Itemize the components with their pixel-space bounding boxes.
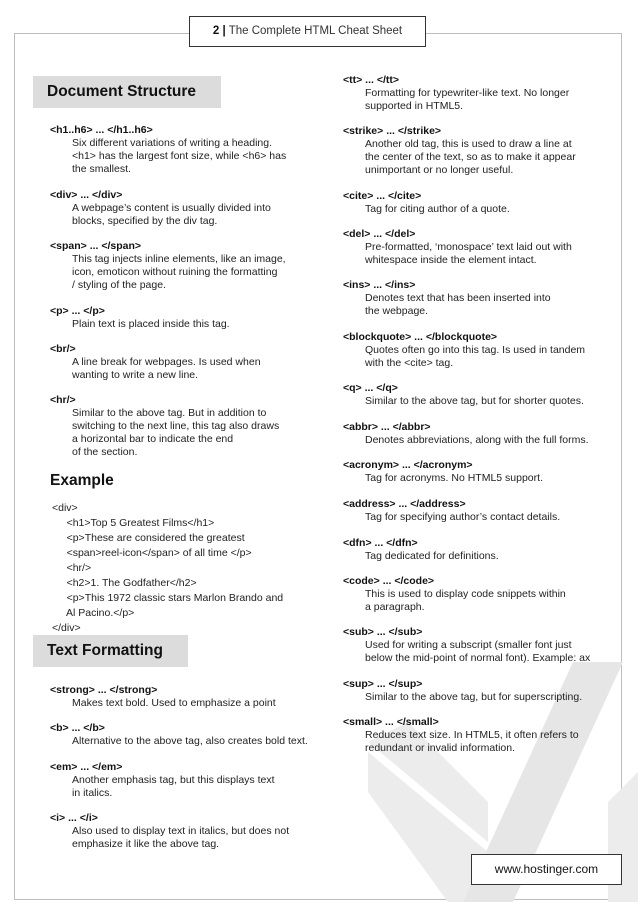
entry-br xyxy=(50,343,261,382)
entry-p xyxy=(50,305,230,331)
example-code-block: <div> <h1>Top 5 Greatest Films</h1> <p>These are considered the greatest <span>reel-icon</span> of all time </p> <hr/> <h2>1. The Godfather</h2> <p>This 1972 classic stars Marlon Brando and Al Pacino.</p> </div> xyxy=(52,502,284,634)
entry-desc: Pre-formatted, ‘monospace’ text laid out with whitespace inside the element intact. xyxy=(365,241,572,266)
entry-desc: Plain text is placed inside this tag. xyxy=(72,318,230,330)
entry-strong xyxy=(50,684,276,710)
entry-tag: <acronym> ... </acronym> xyxy=(343,459,473,471)
entry-desc: Reduces text size. In HTML5, it often refers to redundant or invalid information. xyxy=(365,729,579,754)
entry-desc: Similar to the above tag. But in addition to switching to the next line, this tag also draws a horizontal bar to indicate the end of the section. xyxy=(72,407,280,458)
entry-q xyxy=(343,382,584,408)
entry-desc: Denotes text that has been inserted into the webpage. xyxy=(365,292,551,317)
entry-small xyxy=(343,716,579,755)
entry-tag: <sub> ... </sub> xyxy=(343,626,423,638)
section-heading-example: Example xyxy=(50,472,114,489)
entry-code xyxy=(343,575,566,614)
entry-desc: A webpage’s content is usually divided into blocks, specified by the div tag. xyxy=(72,202,271,227)
entry-desc: Six different variations of writing a heading. <h1> has the largest font size, while <h6> has the smallest. xyxy=(72,137,287,175)
entry-tag: <strong> ... </strong> xyxy=(50,684,158,696)
entry-div xyxy=(50,189,271,228)
entry-tag: <strike> ... </strike> xyxy=(343,125,442,137)
entry-desc: A line break for webpages. Is used when wanting to write a new line. xyxy=(72,356,261,381)
entry-sup xyxy=(343,678,582,704)
entry-tag: <tt> ... </tt> xyxy=(343,74,400,86)
entry-tag: <h1..h6> ... </h1..h6> xyxy=(50,124,153,136)
entry-tag: <i> ... </i> xyxy=(50,812,98,824)
entry-tag: <ins> ... </ins> xyxy=(343,279,416,291)
entry-desc: This is used to display code snippets within a paragraph. xyxy=(365,588,566,613)
entry-tag: <dfn> ... </dfn> xyxy=(343,537,418,549)
entry-i xyxy=(50,812,289,851)
entry-desc: Makes text bold. Used to emphasize a point xyxy=(72,697,276,709)
entry-tag: <del> ... </del> xyxy=(343,228,416,240)
entry-desc: Denotes abbreviations, along with the full forms. xyxy=(365,434,589,446)
entry-tag: <sup> ... </sup> xyxy=(343,678,423,690)
entry-desc: Quotes often go into this tag. Is used in tandem with the <cite> tag. xyxy=(365,344,586,369)
entry-tag: <q> ... </q> xyxy=(343,382,398,394)
entry-desc: Another old tag, this is used to draw a line at the center of the text, so as to make it appear unimportant or no longer useful. xyxy=(365,138,576,176)
entry-tag: <p> ... </p> xyxy=(50,305,105,317)
entry-desc: Tag dedicated for definitions. xyxy=(365,550,499,562)
entry-span xyxy=(50,240,286,292)
entry-tag: <address> ... </address> xyxy=(343,498,466,510)
entry-strike xyxy=(343,125,576,177)
entry-sub xyxy=(343,626,590,665)
entry-tag: <code> ... </code> xyxy=(343,575,435,587)
entry-desc: Similar to the above tag, but for shorter quotes. xyxy=(365,395,584,407)
entry-tag: <em> ... </em> xyxy=(50,761,123,773)
entry-blockquote xyxy=(343,331,585,370)
entry-desc: Tag for citing author of a quote. xyxy=(365,203,510,215)
entry-h1-h6 xyxy=(50,124,286,176)
entry-tag: <small> ... </small> xyxy=(343,716,439,728)
entry-desc: Used for writing a subscript (smaller font just below the mid-point of normal font). Example: ax xyxy=(365,639,591,664)
entry-desc: Similar to the above tag, but for superscripting. xyxy=(365,691,583,703)
entry-cite xyxy=(343,190,510,216)
entry-tag: <span> ... </span> xyxy=(50,240,142,252)
entry-desc: Formatting for typewriter-like text. No longer supported in HTML5. xyxy=(365,87,570,112)
entry-dfn xyxy=(343,537,499,563)
entry-abbr xyxy=(343,421,589,447)
entry-desc: Tag for acronyms. No HTML5 support. xyxy=(365,472,543,484)
entry-em xyxy=(50,761,275,800)
entry-desc: Also used to display text in italics, but does not emphasize it like the above tag. xyxy=(72,825,290,850)
entry-tag: <cite> ... </cite> xyxy=(343,190,422,202)
entry-ins xyxy=(343,279,551,318)
entry-del xyxy=(343,228,572,267)
entry-acronym xyxy=(343,459,543,485)
entry-tag: <b> ... </b> xyxy=(50,722,105,734)
section-heading-text-formatting: Text Formatting xyxy=(33,635,188,667)
entry-desc: Alternative to the above tag, also creates bold text. xyxy=(72,735,308,747)
entry-address xyxy=(343,498,560,524)
header-title: The Complete HTML Cheat Sheet xyxy=(228,25,403,37)
entry-tag: <br/> xyxy=(50,343,76,355)
entry-tt xyxy=(343,74,569,113)
entry-tag: <blockquote> ... </blockquote> xyxy=(343,331,498,343)
entry-tag: <div> ... </div> xyxy=(50,189,123,201)
page-header xyxy=(189,16,426,47)
entry-b xyxy=(50,722,308,748)
entry-desc: Another emphasis tag, but this displays text in italics. xyxy=(72,774,275,799)
page-number: 2 xyxy=(212,25,220,37)
entry-desc: Tag for specifying author’s contact details. xyxy=(365,511,561,523)
entry-tag: <abbr> ... </abbr> xyxy=(343,421,431,433)
header-separator: | xyxy=(222,25,226,37)
entry-hr xyxy=(50,394,279,459)
entry-desc: This tag injects inline elements, like an image, icon, emoticon without ruining the formatting / styling of the page. xyxy=(72,253,286,291)
footer-website-link[interactable]: www.hostinger.com xyxy=(471,854,622,885)
entry-tag: <hr/> xyxy=(50,394,76,406)
section-heading-document-structure: Document Structure xyxy=(33,76,221,108)
